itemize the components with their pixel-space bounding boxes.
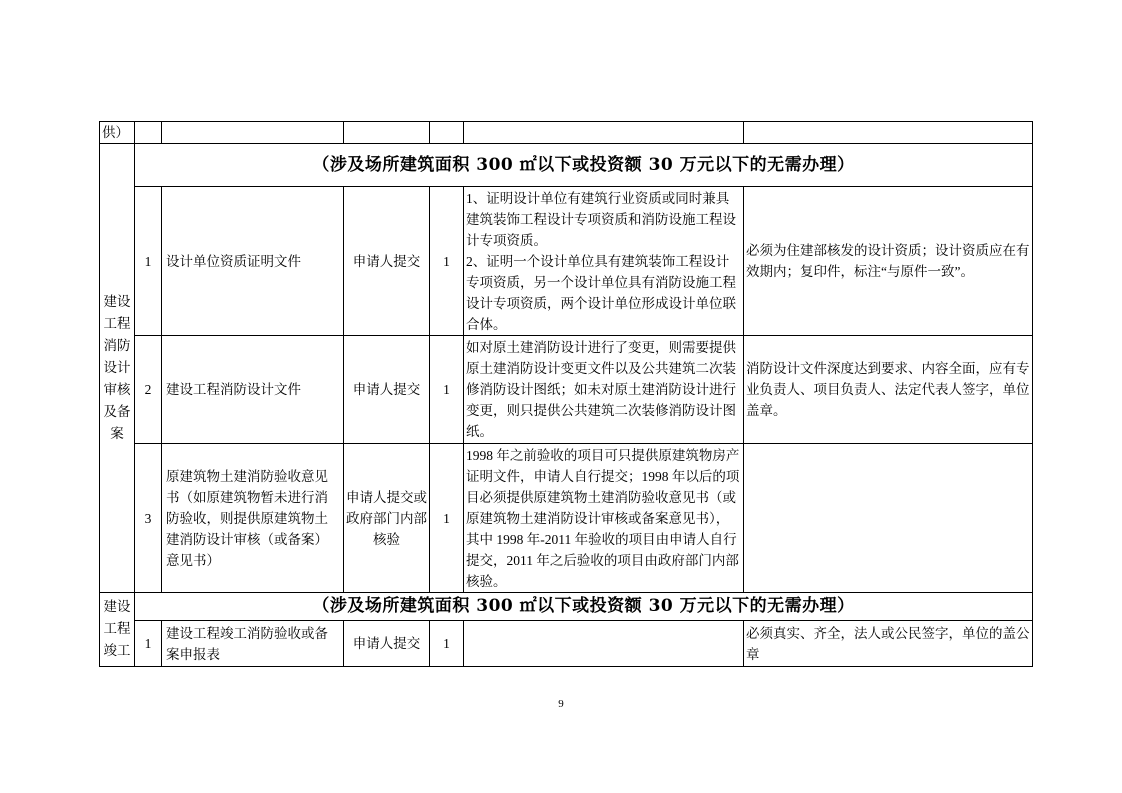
category-cell: 建设工程消防设计审核及备案 [100, 144, 135, 593]
category-cell: 建设工程竣工 [100, 593, 135, 667]
row-number: 1 [135, 187, 162, 336]
requirement-cell: 必须为住建部核发的设计资质；设计资质应在有效期内；复印件，标注“与原件一致”。 [744, 187, 1033, 336]
submission-source: 申请人提交 [344, 621, 430, 667]
exemption-note: （涉及场所建筑面积 300 ㎡以下或投资额 30 万元以下的无需办理） [135, 144, 1033, 187]
description-cell [464, 187, 744, 336]
empty-cell [344, 122, 430, 144]
table-row [100, 187, 1033, 336]
copies-count: 1 [430, 336, 464, 444]
material-name: 原建筑物土建消防验收意见书（如原建筑物暂未进行消防验收，则提供原建筑物土建消防设计审核（或备案）意见书） [162, 444, 344, 593]
empty-cell [135, 122, 162, 144]
row-number: 2 [135, 336, 162, 444]
description-paragraph: 1、证明设计单位有建筑行业资质或同时兼具建筑装饰工程设计专项资质和消防设施工程设计专项资质。 [466, 190, 736, 248]
description-paragraph: 如对原土建消防设计进行了变更，则需要提供原土建消防设计变更文件以及公共建筑二次装修消防设计图纸；如未对原土建消防设计进行变更，则只提供公共建筑二次装修消防设计图纸。 [466, 340, 736, 439]
section-note-row [100, 593, 1033, 621]
material-name: 建设工程竣工消防验收或备案申报表 [162, 621, 344, 667]
material-name: 建设工程消防设计文件 [162, 336, 344, 444]
submission-source: 申请人提交或政府部门内部核验 [344, 444, 430, 593]
description-paragraph: 2、证明一个设计单位具有建筑装饰工程设计专项资质，另一个设计单位具有消防设施工程设计专项资质，两个设计单位形成设计单位联合体。 [466, 253, 736, 332]
description-cell [464, 444, 744, 593]
empty-cell [464, 122, 744, 144]
table-row [100, 444, 1033, 593]
empty-cell [744, 122, 1033, 144]
empty-cell [430, 122, 464, 144]
copies-count: 1 [430, 187, 464, 336]
empty-cell [162, 122, 344, 144]
submission-source: 申请人提交 [344, 336, 430, 444]
requirement-cell [744, 444, 1033, 593]
description-cell [464, 621, 744, 667]
requirement-cell: 必须真实、齐全，法人或公民签字，单位的盖公章 [744, 621, 1033, 667]
table-row [100, 336, 1033, 444]
section-note-row [100, 144, 1033, 187]
page-number: 9 [558, 698, 564, 710]
row-number: 3 [135, 444, 162, 593]
exemption-note: （涉及场所建筑面积 300 ㎡以下或投资额 30 万元以下的无需办理） [135, 593, 1033, 621]
category-cell: 供） [100, 122, 135, 144]
carryover-row [100, 122, 1033, 144]
submission-source: 申请人提交 [344, 187, 430, 336]
copies-count: 1 [430, 621, 464, 667]
requirements-table [99, 121, 1033, 667]
copies-count: 1 [430, 444, 464, 593]
row-number: 1 [135, 621, 162, 667]
description-cell [464, 336, 744, 444]
requirement-cell: 消防设计文件深度达到要求、内容全面，应有专业负责人、项目负责人、法定代表人签字，单位盖章。 [744, 336, 1033, 444]
material-name: 设计单位资质证明文件 [162, 187, 344, 336]
table-row [100, 621, 1033, 667]
description-paragraph: 1998 年之前验收的项目可只提供原建筑物房产证明文件，申请人自行提交；1998 年以后的项目必须提供原建筑物土建消防验收意见书（或原建筑物土建消防设计审核或备案意见书），其中 1998 年-2011 年验收的项目由申请人自行提交，2011 年之后验收的项目由政府部门内部核验。 [466, 447, 740, 589]
